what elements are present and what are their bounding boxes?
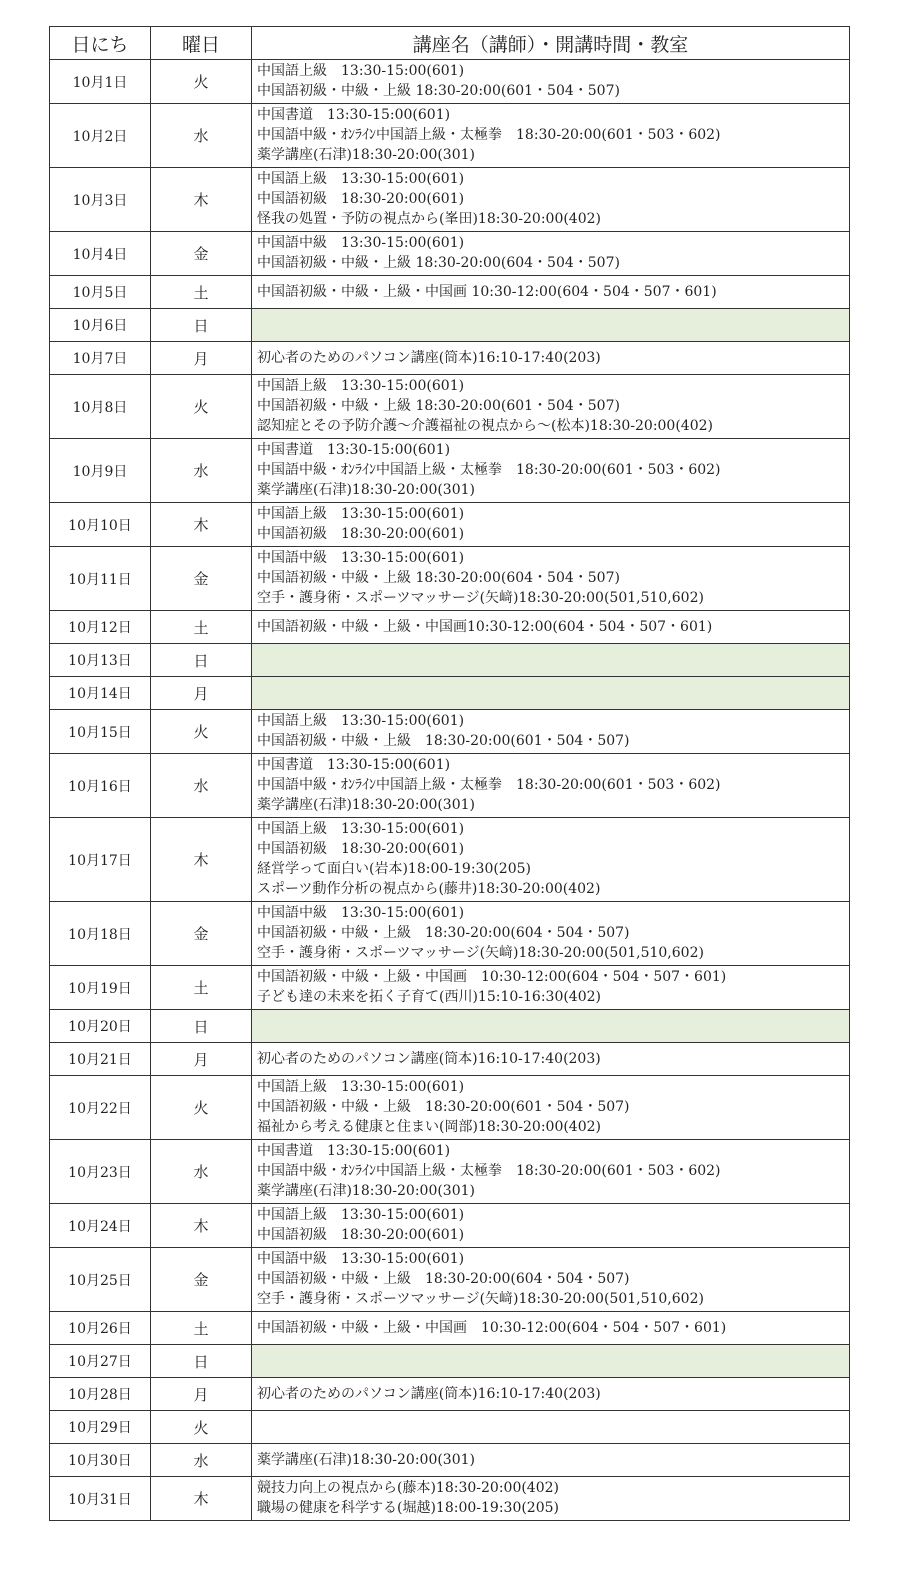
lecture-line: 中国語上級 13:30-15:00(601) bbox=[257, 1079, 465, 1095]
weekday-cell: 土 bbox=[151, 611, 252, 644]
table-row bbox=[50, 439, 850, 503]
weekday-cell: 月 bbox=[151, 1043, 252, 1076]
lecture-line: 中国語上級 13:30-15:00(601) bbox=[257, 171, 465, 187]
date-cell: 10月19日 bbox=[50, 966, 151, 1010]
weekday-cell: 金 bbox=[151, 1248, 252, 1312]
table-row bbox=[50, 232, 850, 276]
lecture-line: 怪我の処置・予防の視点から(峯田)18:30-20:00(402) bbox=[257, 211, 601, 227]
table-row bbox=[50, 1140, 850, 1204]
date-cell: 10月12日 bbox=[50, 611, 151, 644]
weekday-cell: 木 bbox=[151, 818, 252, 902]
table-row bbox=[50, 342, 850, 375]
date-cell: 10月17日 bbox=[50, 818, 151, 902]
lecture-line: 空手・護身術・スポーツマッサージ(矢﨑)18:30-20:00(501,510,602) bbox=[257, 1291, 704, 1307]
weekday-cell: 水 bbox=[151, 439, 252, 503]
lecture-line: 中国語中級 13:30-15:00(601) bbox=[257, 550, 465, 566]
lecture-line: 中国語中級・ｵﾝﾗｲﾝ中国語上級・太極拳 18:30-20:00(601・503・602) bbox=[257, 777, 721, 793]
lecture-cell bbox=[252, 1248, 850, 1312]
table-row bbox=[50, 754, 850, 818]
weekday-cell: 水 bbox=[151, 104, 252, 168]
lecture-cell bbox=[252, 611, 850, 644]
lecture-line: 競技力向上の視点から(藤本)18:30-20:00(402) bbox=[257, 1480, 559, 1496]
lecture-line: 薬学講座(石津)18:30-20:00(301) bbox=[257, 797, 475, 813]
table-row bbox=[50, 60, 850, 104]
lecture-line: 初心者のためのパソコン講座(筒本)16:10-17:40(203) bbox=[257, 1051, 601, 1067]
lecture-cell bbox=[252, 104, 850, 168]
date-cell: 10月18日 bbox=[50, 902, 151, 966]
date-cell: 10月8日 bbox=[50, 375, 151, 439]
weekday-cell: 金 bbox=[151, 232, 252, 276]
weekday-cell: 日 bbox=[151, 1010, 252, 1043]
table-row bbox=[50, 168, 850, 232]
weekday-cell: 土 bbox=[151, 276, 252, 309]
lecture-line: 経営学って面白い(岩本)18:00-19:30(205) bbox=[257, 861, 531, 877]
lecture-line: 初心者のためのパソコン講座(筒本)16:10-17:40(203) bbox=[257, 350, 601, 366]
lecture-line: 薬学講座(石津)18:30-20:00(301) bbox=[257, 482, 475, 498]
header-date: 日にち bbox=[50, 27, 151, 60]
date-cell: 10月26日 bbox=[50, 1312, 151, 1345]
lecture-line: 中国語初級・中級・上級 18:30-20:00(601・504・507) bbox=[257, 83, 620, 99]
lecture-cell bbox=[252, 1312, 850, 1345]
table-row bbox=[50, 375, 850, 439]
lecture-cell bbox=[252, 1204, 850, 1248]
table-row bbox=[50, 1076, 850, 1140]
date-cell: 10月29日 bbox=[50, 1411, 151, 1444]
lecture-line: 中国語初級・中級・上級・中国画10:30-12:00(604・504・507・601) bbox=[257, 619, 713, 635]
lecture-cell bbox=[252, 547, 850, 611]
lecture-line: 中国語初級・中級・上級 18:30-20:00(601・504・507) bbox=[257, 398, 620, 414]
lecture-cell bbox=[252, 818, 850, 902]
lecture-line: 中国語初級・中級・上級 18:30-20:00(604・504・507) bbox=[257, 925, 630, 941]
table-row bbox=[50, 1248, 850, 1312]
lecture-line: 中国語初級・中級・上級 18:30-20:00(604・504・507) bbox=[257, 570, 620, 586]
table-row bbox=[50, 644, 850, 677]
lecture-cell bbox=[252, 1345, 850, 1378]
date-cell: 10月4日 bbox=[50, 232, 151, 276]
weekday-cell: 土 bbox=[151, 966, 252, 1010]
lecture-line: 中国語初級・中級・上級 18:30-20:00(601・504・507) bbox=[257, 733, 630, 749]
date-cell: 10月28日 bbox=[50, 1378, 151, 1411]
lecture-line: 中国語上級 13:30-15:00(601) bbox=[257, 1207, 465, 1223]
lecture-line: 中国語上級 13:30-15:00(601) bbox=[257, 713, 465, 729]
lecture-line: 中国語中級 13:30-15:00(601) bbox=[257, 235, 465, 251]
weekday-cell: 木 bbox=[151, 168, 252, 232]
lecture-cell bbox=[252, 966, 850, 1010]
lecture-line: 中国書道 13:30-15:00(601) bbox=[257, 757, 451, 773]
lecture-cell bbox=[252, 1411, 850, 1444]
lecture-cell bbox=[252, 168, 850, 232]
weekday-cell: 日 bbox=[151, 309, 252, 342]
lecture-line: 中国語上級 13:30-15:00(601) bbox=[257, 378, 465, 394]
table-row bbox=[50, 1378, 850, 1411]
lecture-line: 中国語初級・中級・上級 18:30-20:00(604・504・507) bbox=[257, 255, 620, 271]
lecture-cell bbox=[252, 710, 850, 754]
date-cell: 10月7日 bbox=[50, 342, 151, 375]
lecture-line: 中国語中級 13:30-15:00(601) bbox=[257, 1251, 465, 1267]
date-cell: 10月31日 bbox=[50, 1477, 151, 1521]
lecture-cell bbox=[252, 342, 850, 375]
table-row bbox=[50, 1345, 850, 1378]
lecture-line: 空手・護身術・スポーツマッサージ(矢﨑)18:30-20:00(501,510,602) bbox=[257, 590, 704, 606]
date-cell: 10月23日 bbox=[50, 1140, 151, 1204]
weekday-cell: 水 bbox=[151, 1444, 252, 1477]
schedule-table bbox=[49, 26, 850, 1521]
date-cell: 10月1日 bbox=[50, 60, 151, 104]
lecture-cell bbox=[252, 439, 850, 503]
lecture-line: 中国語初級・中級・上級・中国画 10:30-12:00(604・504・507・601) bbox=[257, 284, 717, 300]
weekday-cell: 日 bbox=[151, 1345, 252, 1378]
schedule-body bbox=[50, 60, 850, 1521]
table-row bbox=[50, 611, 850, 644]
weekday-cell: 木 bbox=[151, 503, 252, 547]
lecture-line: スポーツ動作分析の視点から(藤井)18:30-20:00(402) bbox=[257, 881, 601, 897]
lecture-line: 福祉から考える健康と住まい(岡部)18:30-20:00(402) bbox=[257, 1119, 601, 1135]
lecture-cell bbox=[252, 375, 850, 439]
lecture-cell bbox=[252, 1043, 850, 1076]
table-row bbox=[50, 1204, 850, 1248]
table-row bbox=[50, 902, 850, 966]
lecture-cell bbox=[252, 1378, 850, 1411]
lecture-cell bbox=[252, 60, 850, 104]
table-row bbox=[50, 547, 850, 611]
weekday-cell: 火 bbox=[151, 375, 252, 439]
lecture-cell bbox=[252, 503, 850, 547]
date-cell: 10月16日 bbox=[50, 754, 151, 818]
weekday-cell: 月 bbox=[151, 677, 252, 710]
date-cell: 10月21日 bbox=[50, 1043, 151, 1076]
date-cell: 10月13日 bbox=[50, 644, 151, 677]
lecture-line: 中国語初級 18:30-20:00(601) bbox=[257, 1227, 465, 1243]
table-row bbox=[50, 503, 850, 547]
date-cell: 10月6日 bbox=[50, 309, 151, 342]
lecture-line: 中国語中級・ｵﾝﾗｲﾝ中国語上級・太極拳 18:30-20:00(601・503・602) bbox=[257, 462, 721, 478]
lecture-cell bbox=[252, 1140, 850, 1204]
weekday-cell: 水 bbox=[151, 754, 252, 818]
table-row bbox=[50, 818, 850, 902]
lecture-cell bbox=[252, 644, 850, 677]
date-cell: 10月22日 bbox=[50, 1076, 151, 1140]
date-cell: 10月14日 bbox=[50, 677, 151, 710]
lecture-line: 中国語初級・中級・上級・中国画 10:30-12:00(604・504・507・601) bbox=[257, 969, 727, 985]
weekday-cell: 火 bbox=[151, 60, 252, 104]
lecture-line: 認知症とその予防介護～介護福祉の視点から～(松本)18:30-20:00(402) bbox=[257, 418, 713, 434]
table-row bbox=[50, 276, 850, 309]
table-row bbox=[50, 966, 850, 1010]
lecture-line: 職場の健康を科学する(堀越)18:00-19:30(205) bbox=[257, 1500, 559, 1516]
table-row bbox=[50, 1444, 850, 1477]
weekday-cell: 水 bbox=[151, 1140, 252, 1204]
lecture-cell bbox=[252, 1076, 850, 1140]
table-row bbox=[50, 1312, 850, 1345]
table-row bbox=[50, 309, 850, 342]
lecture-line: 薬学講座(石津)18:30-20:00(301) bbox=[257, 1183, 475, 1199]
lecture-line: 初心者のためのパソコン講座(筒本)16:10-17:40(203) bbox=[257, 1386, 601, 1402]
lecture-line: 中国書道 13:30-15:00(601) bbox=[257, 442, 451, 458]
weekday-cell: 月 bbox=[151, 342, 252, 375]
date-cell: 10月5日 bbox=[50, 276, 151, 309]
table-row bbox=[50, 1477, 850, 1521]
lecture-line: 中国書道 13:30-15:00(601) bbox=[257, 1143, 451, 1159]
lecture-line: 薬学講座(石津)18:30-20:00(301) bbox=[257, 1452, 475, 1468]
weekday-cell: 火 bbox=[151, 1411, 252, 1444]
lecture-line: 中国語初級 18:30-20:00(601) bbox=[257, 526, 465, 542]
lecture-line: 中国語上級 13:30-15:00(601) bbox=[257, 821, 465, 837]
lecture-line: 中国書道 13:30-15:00(601) bbox=[257, 107, 451, 123]
weekday-cell: 金 bbox=[151, 547, 252, 611]
lecture-line: 中国語初級・中級・上級 18:30-20:00(604・504・507) bbox=[257, 1271, 630, 1287]
lecture-cell bbox=[252, 232, 850, 276]
date-cell: 10月9日 bbox=[50, 439, 151, 503]
weekday-cell: 木 bbox=[151, 1204, 252, 1248]
lecture-cell bbox=[252, 902, 850, 966]
lecture-line: 中国語初級 18:30-20:00(601) bbox=[257, 841, 465, 857]
header-lectures: 講座名（講師）・開講時間・教室 bbox=[252, 27, 850, 60]
lecture-line: 中国語初級・中級・上級 18:30-20:00(601・504・507) bbox=[257, 1099, 630, 1115]
lecture-cell bbox=[252, 1477, 850, 1521]
date-cell: 10月3日 bbox=[50, 168, 151, 232]
lecture-line: 中国語中級・ｵﾝﾗｲﾝ中国語上級・太極拳 18:30-20:00(601・503・602) bbox=[257, 1163, 721, 1179]
weekday-cell: 月 bbox=[151, 1378, 252, 1411]
lecture-cell bbox=[252, 1010, 850, 1043]
table-row bbox=[50, 677, 850, 710]
table-row bbox=[50, 1010, 850, 1043]
date-cell: 10月2日 bbox=[50, 104, 151, 168]
weekday-cell: 木 bbox=[151, 1477, 252, 1521]
weekday-cell: 日 bbox=[151, 644, 252, 677]
date-cell: 10月24日 bbox=[50, 1204, 151, 1248]
lecture-cell bbox=[252, 677, 850, 710]
lecture-line: 中国語初級 18:30-20:00(601) bbox=[257, 191, 465, 207]
weekday-cell: 火 bbox=[151, 1076, 252, 1140]
lecture-line: 中国語中級・ｵﾝﾗｲﾝ中国語上級・太極拳 18:30-20:00(601・503・602) bbox=[257, 127, 721, 143]
weekday-cell: 火 bbox=[151, 710, 252, 754]
lecture-line: 中国語中級 13:30-15:00(601) bbox=[257, 905, 465, 921]
header-row bbox=[50, 27, 850, 60]
date-cell: 10月11日 bbox=[50, 547, 151, 611]
table-row bbox=[50, 1043, 850, 1076]
table-row bbox=[50, 1411, 850, 1444]
date-cell: 10月15日 bbox=[50, 710, 151, 754]
weekday-cell: 金 bbox=[151, 902, 252, 966]
lecture-line: 薬学講座(石津)18:30-20:00(301) bbox=[257, 147, 475, 163]
lecture-cell bbox=[252, 309, 850, 342]
table-row bbox=[50, 710, 850, 754]
lecture-line: 中国語初級・中級・上級・中国画 10:30-12:00(604・504・507・601) bbox=[257, 1320, 727, 1336]
lecture-line: 中国語上級 13:30-15:00(601) bbox=[257, 63, 465, 79]
lecture-line: 子ども達の未来を拓く子育て(西川)15:10-16:30(402) bbox=[257, 989, 601, 1005]
lecture-line: 中国語上級 13:30-15:00(601) bbox=[257, 506, 465, 522]
date-cell: 10月20日 bbox=[50, 1010, 151, 1043]
table-row bbox=[50, 104, 850, 168]
date-cell: 10月10日 bbox=[50, 503, 151, 547]
weekday-cell: 土 bbox=[151, 1312, 252, 1345]
header-weekday: 曜日 bbox=[151, 27, 252, 60]
lecture-cell bbox=[252, 754, 850, 818]
date-cell: 10月27日 bbox=[50, 1345, 151, 1378]
lecture-line: 空手・護身術・スポーツマッサージ(矢﨑)18:30-20:00(501,510,602) bbox=[257, 945, 704, 961]
lecture-cell bbox=[252, 1444, 850, 1477]
date-cell: 10月30日 bbox=[50, 1444, 151, 1477]
lecture-cell bbox=[252, 276, 850, 309]
date-cell: 10月25日 bbox=[50, 1248, 151, 1312]
